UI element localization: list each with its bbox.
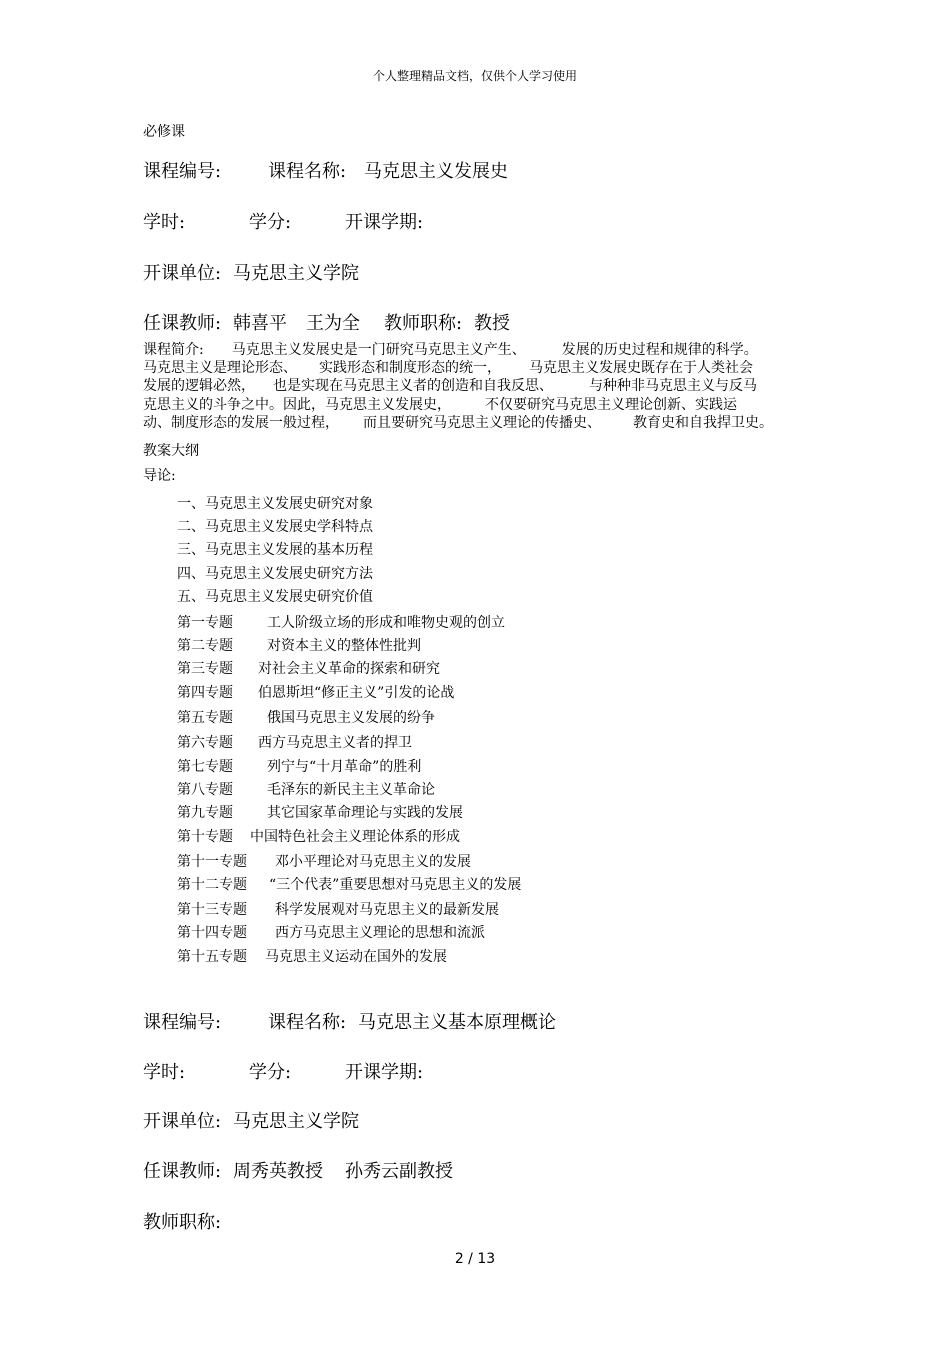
course1-code-label: 课程编号: — [143, 161, 222, 182]
topic-item — [177, 658, 440, 678]
topic-title: 中国特色社会主义理论体系的形成 — [250, 829, 460, 845]
topic-title: 伯恩斯坦“修正主义”引发的论战 — [258, 685, 455, 701]
page-number: 2 / 13 — [454, 1251, 496, 1267]
topic-item — [177, 635, 421, 655]
course1-term-label: 开课学期: — [345, 212, 424, 233]
intro-text: 而且要研究马克思主义理论的传播史、 — [363, 414, 601, 431]
topic-title: 工人阶级立场的形成和唯物史观的创立 — [267, 615, 505, 631]
topic-title: 对资本主义的整体性批判 — [267, 638, 421, 654]
intro-line-2 — [143, 359, 803, 377]
course2-term-label: 开课学期: — [345, 1062, 424, 1083]
intro-text: 动、制度形态的发展一般过程， — [143, 414, 339, 431]
outline-label: 教案大纲 — [143, 443, 199, 459]
course1-title: 教授 — [474, 313, 510, 334]
course2-name: 马克思主义基本原理概论 — [358, 1012, 556, 1033]
topic-title: “三个代表”重要思想对马克思主义的发展 — [269, 877, 522, 893]
course2-teacher-label: 任课教师: — [143, 1161, 222, 1182]
course2-credits-label: 学分: — [249, 1062, 292, 1083]
topic-item — [177, 612, 505, 632]
topic-title: 科学发展观对马克思主义的最新发展 — [275, 902, 499, 918]
intro-text: 教育史和自我捍卫史。 — [633, 414, 773, 431]
intro-section-label: 导论: — [143, 468, 176, 484]
course1-hours-label: 学时: — [143, 212, 186, 233]
course1-title-label: 教师职称: — [384, 313, 463, 334]
course2-name-label: 课程名称: — [268, 1012, 347, 1033]
course1-teacher-label: 任课教师: — [143, 313, 222, 334]
intro-item: 一、马克思主义发展史研究对象 — [177, 496, 373, 512]
intro-text: 发展的逻辑必然， — [143, 378, 255, 395]
topic-item — [177, 802, 463, 822]
intro-item: 四、马克思主义发展史研究方法 — [177, 566, 373, 582]
course2-teacher-1: 周秀英教授 — [233, 1161, 323, 1182]
intro-item: 二、马克思主义发展史学科特点 — [177, 519, 373, 535]
intro-text: 发展的历史过程和规律的科学。 — [561, 342, 758, 358]
course2-code-label: 课程编号: — [143, 1012, 222, 1033]
intro-text: 也是实现在马克思主义者的创造和自我反思、 — [273, 378, 553, 395]
intro-text: 实践形态和制度形态的统一， — [319, 360, 501, 377]
topic-title: 毛泽东的新民主主义革命论 — [267, 782, 435, 798]
topic-item — [177, 826, 460, 846]
topic-number: 第十四专题 — [177, 925, 247, 941]
topic-number: 第五专题 — [177, 710, 233, 726]
intro-line-4 — [143, 396, 803, 414]
course1-intro — [143, 341, 803, 432]
course1-unit: 马克思主义学院 — [233, 263, 359, 284]
topic-title: 对社会主义革命的探索和研究 — [258, 661, 440, 677]
topic-number: 第七专题 — [177, 759, 233, 775]
topic-number: 第三专题 — [177, 661, 233, 677]
topic-number: 第十五专题 — [177, 949, 247, 965]
intro-item: 三、马克思主义发展的基本历程 — [177, 542, 373, 558]
topic-number: 第十三专题 — [177, 902, 247, 918]
topic-item — [177, 946, 447, 966]
topic-number: 第九专题 — [177, 805, 233, 821]
topic-title: 西方马克思主义理论的思想和流派 — [275, 925, 485, 941]
course2-title-label: 教师职称: — [143, 1212, 222, 1233]
topic-title: 其它国家革命理论与实践的发展 — [267, 805, 463, 821]
topic-number: 第六专题 — [177, 735, 233, 751]
topic-number: 第四专题 — [177, 685, 233, 701]
intro-text: 马克思主义发展史是一门研究马克思主义产生、 — [231, 342, 526, 358]
intro-line-3 — [143, 377, 803, 395]
topic-title: 马克思主义运动在国外的发展 — [265, 949, 447, 965]
topic-title: 邓小平理论对马克思主义的发展 — [275, 854, 471, 870]
topic-number: 第十二专题 — [177, 877, 247, 893]
course1-name: 马克思主义发展史 — [364, 161, 508, 182]
course1-name-label: 课程名称: — [268, 161, 347, 182]
topic-title: 列宁与“十月革命”的胜利 — [267, 759, 422, 775]
course2-unit-label: 开课单位: — [143, 1111, 222, 1132]
section-label: 必修课 — [143, 124, 185, 140]
course1-unit-label: 开课单位: — [143, 263, 222, 284]
intro-label: 课程简介: — [143, 342, 204, 358]
intro-line-1 — [143, 341, 803, 359]
intro-text: 不仅要研究马克思主义理论创新、实践运 — [485, 396, 737, 413]
topic-item — [177, 732, 412, 752]
topic-number: 第二专题 — [177, 638, 233, 654]
intro-item: 五、马克思主义发展史研究价值 — [177, 589, 373, 605]
course1-teacher-1: 韩喜平 — [233, 313, 287, 334]
header-note: 个人整理精品文档，仅供个人学习使用 — [372, 69, 577, 83]
topic-number: 第十专题 — [177, 829, 233, 845]
course1-credits-label: 学分: — [249, 212, 292, 233]
topic-item — [177, 682, 454, 702]
intro-text: 马克思主义发展史既存在于人类社会 — [529, 360, 753, 377]
intro-text: 与种种非马克思主义与反马 — [589, 378, 757, 395]
topic-item — [177, 922, 485, 942]
topic-item — [177, 756, 421, 776]
course2-hours-label: 学时: — [143, 1062, 186, 1083]
intro-text: 马克思主义是理论形态、 — [143, 360, 297, 377]
topic-item — [177, 899, 499, 919]
course2-unit: 马克思主义学院 — [233, 1111, 359, 1132]
topic-title: 西方马克思主义者的捍卫 — [258, 735, 412, 751]
course2-teacher-2: 孙秀云副教授 — [345, 1161, 453, 1182]
topic-item — [177, 851, 471, 871]
intro-line-5 — [143, 414, 803, 432]
topic-number: 第十一专题 — [177, 854, 247, 870]
intro-text: 克思主义的斗争之中。因此，马克思主义发展史， — [143, 396, 451, 413]
topic-title: 俄国马克思主义发展的纷争 — [267, 710, 435, 726]
topic-number: 第一专题 — [177, 615, 233, 631]
course1-teacher-2: 王为全 — [306, 313, 360, 334]
topic-item — [177, 874, 521, 894]
topic-item — [177, 707, 435, 727]
topic-item — [177, 779, 435, 799]
topic-number: 第八专题 — [177, 782, 233, 798]
